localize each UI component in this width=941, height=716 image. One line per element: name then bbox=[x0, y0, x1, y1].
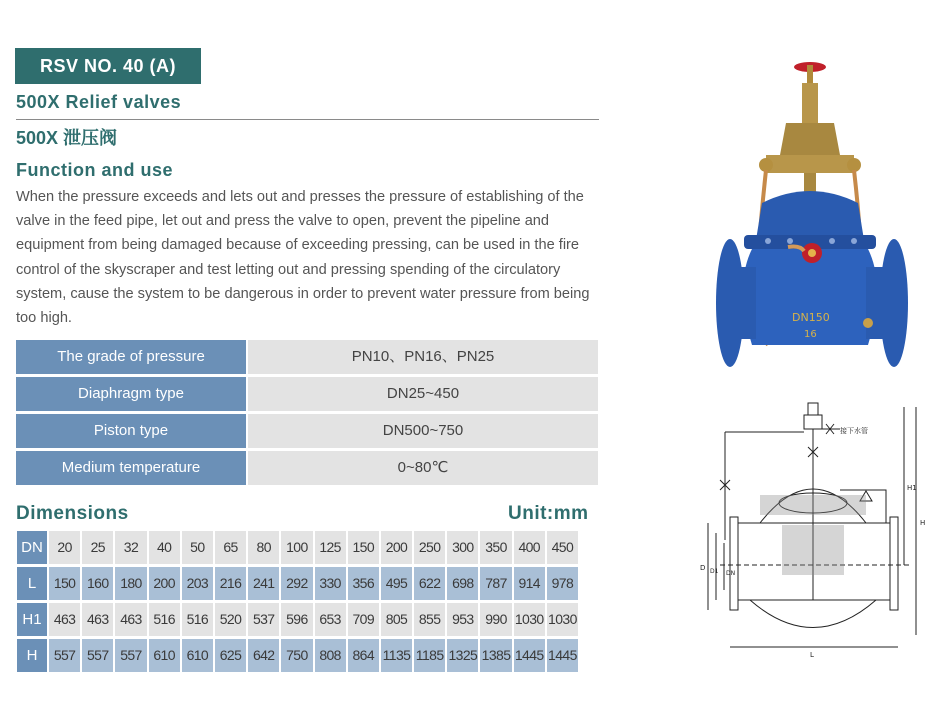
drawing-note: 接下水管 bbox=[840, 427, 868, 435]
dimension-cell: 463 bbox=[82, 603, 113, 636]
dimension-cell: 40 bbox=[149, 531, 180, 564]
dimension-cell: 150 bbox=[49, 567, 80, 600]
dimension-cell: 292 bbox=[281, 567, 312, 600]
dimension-cell: 610 bbox=[149, 639, 180, 672]
spec-label: Medium temperature bbox=[16, 451, 246, 485]
spec-value: DN25~450 bbox=[248, 377, 598, 411]
svg-text:16: 16 bbox=[804, 329, 817, 340]
product-title-cn: 500X 泄压阀 bbox=[16, 128, 118, 148]
dimension-row bbox=[17, 639, 578, 675]
drawing-label-h1: H1 bbox=[907, 484, 917, 492]
spec-row bbox=[16, 414, 598, 451]
dimension-cell: 516 bbox=[149, 603, 180, 636]
dimension-cell: 557 bbox=[115, 639, 146, 672]
dimension-cell: 990 bbox=[480, 603, 511, 636]
function-description: When the pressure exceeds and lets out and presses the pressure of establishing of the valve in the feed pipe, let out and press the valve to open, prevent the pipeline and equipment from being damaged because of exceeding pressing, can be used in the fire control of the skyscraper and test letting out and pressing spending of the circulatory system, cause the system to be dangerous in order to prevent water pressure from being too high. bbox=[16, 189, 590, 327]
valve-technical-drawing bbox=[690, 395, 932, 665]
spec-value: 0~80℃ bbox=[248, 451, 598, 485]
dimension-cell: 400 bbox=[514, 531, 545, 564]
dimension-cell: 65 bbox=[215, 531, 246, 564]
dimension-cell: 200 bbox=[381, 531, 412, 564]
valve-photo bbox=[708, 55, 918, 385]
spec-value: DN500~750 bbox=[248, 414, 598, 448]
unit-label: Unit:mm bbox=[508, 503, 589, 524]
drawing-label-l: L bbox=[810, 651, 814, 659]
dimension-cell: 787 bbox=[480, 567, 511, 600]
dimension-cell: 625 bbox=[215, 639, 246, 672]
dimension-row bbox=[17, 567, 578, 603]
dimension-cell: 1030 bbox=[547, 603, 578, 636]
dimension-cell: 1030 bbox=[514, 603, 545, 636]
dimension-cell: 864 bbox=[348, 639, 379, 672]
dimension-cell: 200 bbox=[149, 567, 180, 600]
dimension-cell: 1445 bbox=[514, 639, 545, 672]
spec-row bbox=[16, 451, 598, 488]
model-badge: RSV NO. 40 (A) bbox=[15, 48, 201, 84]
dimension-cell: 350 bbox=[480, 531, 511, 564]
product-title-en: 500X Relief valves bbox=[16, 92, 182, 112]
dimension-cell: 203 bbox=[182, 567, 213, 600]
dimension-row bbox=[17, 603, 578, 639]
dimension-cell: 1135 bbox=[381, 639, 412, 672]
dimension-cell: 642 bbox=[248, 639, 279, 672]
drawing-label-h: H bbox=[920, 519, 926, 527]
dimension-cell: 622 bbox=[414, 567, 445, 600]
dimension-cell: 537 bbox=[248, 603, 279, 636]
spec-label: Diaphragm type bbox=[16, 377, 246, 411]
dimension-cell: 855 bbox=[414, 603, 445, 636]
dimension-cell: 1445 bbox=[547, 639, 578, 672]
drawing-label-d: D bbox=[700, 564, 706, 572]
dimension-cell: 1185 bbox=[414, 639, 445, 672]
dimension-cell: 557 bbox=[49, 639, 80, 672]
drawing-label-dn: DN bbox=[726, 570, 736, 577]
title-divider bbox=[16, 119, 599, 120]
dimension-cell: 32 bbox=[115, 531, 146, 564]
spec-row bbox=[16, 340, 598, 377]
dimension-row-head: H bbox=[17, 639, 47, 672]
spec-label: Piston type bbox=[16, 414, 246, 448]
dimension-cell: 241 bbox=[248, 567, 279, 600]
function-heading: Function and use bbox=[16, 160, 174, 180]
dimension-cell: 330 bbox=[315, 567, 346, 600]
spec-value: PN10、PN16、PN25 bbox=[248, 340, 598, 374]
dimension-row-head: L bbox=[17, 567, 47, 600]
dimension-cell: 1325 bbox=[447, 639, 478, 672]
dimension-cell: 557 bbox=[82, 639, 113, 672]
dimension-cell: 709 bbox=[348, 603, 379, 636]
dimension-cell: 516 bbox=[182, 603, 213, 636]
dimension-cell: 520 bbox=[215, 603, 246, 636]
dimension-cell: 20 bbox=[49, 531, 80, 564]
dimension-cell: 300 bbox=[447, 531, 478, 564]
dimension-cell: 180 bbox=[115, 567, 146, 600]
spec-table bbox=[16, 340, 598, 488]
spec-label: The grade of pressure bbox=[16, 340, 246, 374]
dimension-cell: 125 bbox=[315, 531, 346, 564]
dimension-cell: 25 bbox=[82, 531, 113, 564]
handwheel-icon bbox=[794, 62, 826, 83]
dimension-cell: 495 bbox=[381, 567, 412, 600]
spec-row bbox=[16, 377, 598, 414]
dimension-cell: 610 bbox=[182, 639, 213, 672]
dimension-cell: 1385 bbox=[480, 639, 511, 672]
dimensions-table bbox=[17, 531, 578, 675]
svg-text:DN150: DN150 bbox=[792, 311, 830, 324]
dimension-cell: 463 bbox=[115, 603, 146, 636]
dimension-cell: 914 bbox=[514, 567, 545, 600]
drawing-label-d1: D1 bbox=[710, 568, 719, 575]
dimension-cell: 50 bbox=[182, 531, 213, 564]
dimensions-heading: Dimensions bbox=[16, 503, 129, 524]
dimension-cell: 805 bbox=[381, 603, 412, 636]
dimension-cell: 596 bbox=[281, 603, 312, 636]
dimension-cell: 450 bbox=[547, 531, 578, 564]
dimension-cell: 808 bbox=[315, 639, 346, 672]
dimension-cell: 978 bbox=[547, 567, 578, 600]
dimension-row-head: DN bbox=[17, 531, 47, 564]
dimension-cell: 216 bbox=[215, 567, 246, 600]
dimension-row bbox=[17, 531, 578, 567]
dimension-cell: 150 bbox=[348, 531, 379, 564]
dimension-cell: 653 bbox=[315, 603, 346, 636]
dimension-cell: 953 bbox=[447, 603, 478, 636]
dimension-cell: 698 bbox=[447, 567, 478, 600]
dimension-cell: 100 bbox=[281, 531, 312, 564]
dimension-cell: 463 bbox=[49, 603, 80, 636]
dimension-cell: 750 bbox=[281, 639, 312, 672]
dimension-cell: 160 bbox=[82, 567, 113, 600]
dimension-cell: 80 bbox=[248, 531, 279, 564]
dimension-cell: 356 bbox=[348, 567, 379, 600]
dimension-row-head: H1 bbox=[17, 603, 47, 636]
dimension-cell: 250 bbox=[414, 531, 445, 564]
